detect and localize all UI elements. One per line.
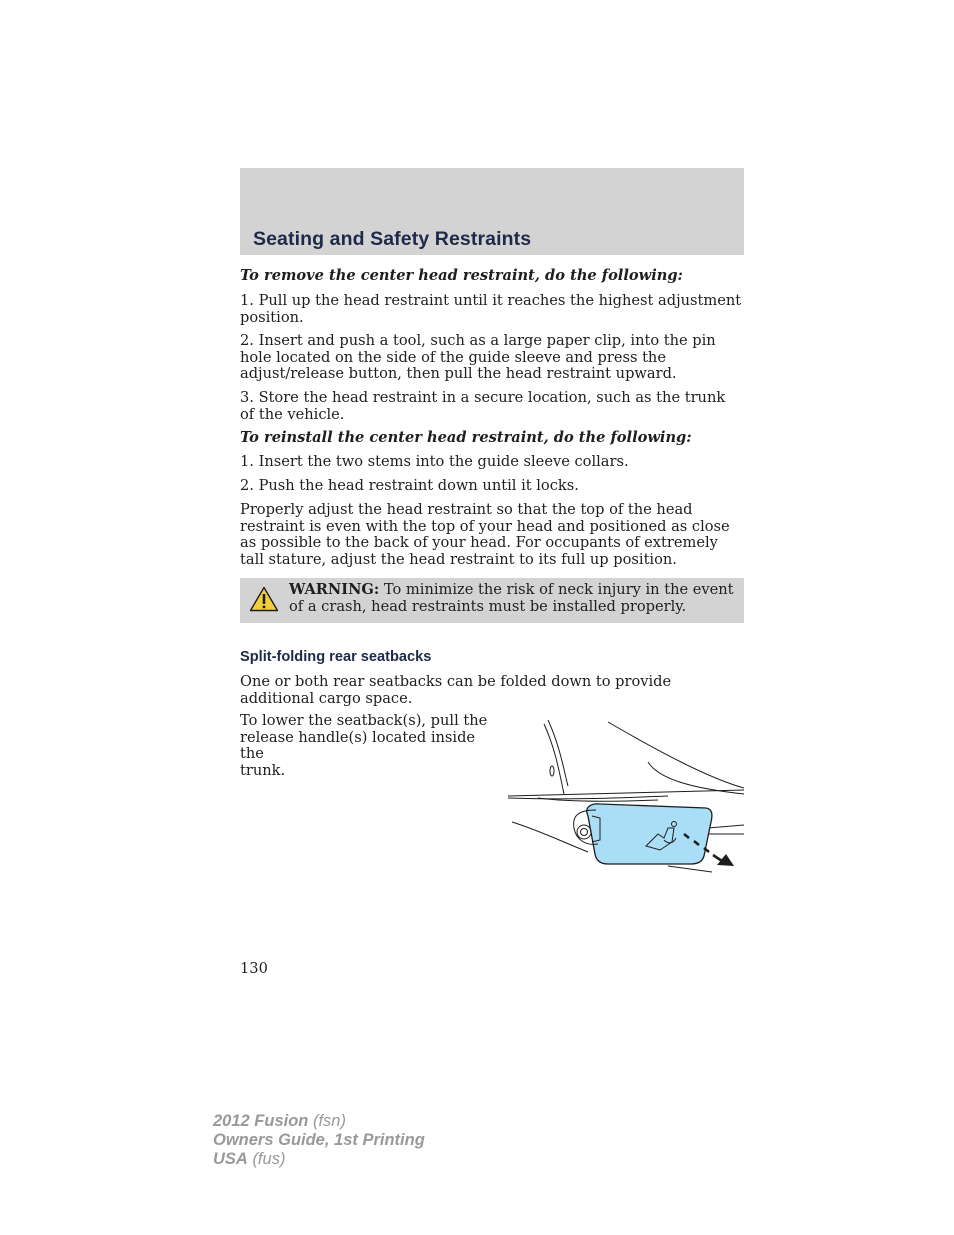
seatbacks-heading: Split-folding rear seatbacks [240,649,432,665]
reinstall-step-2: 2. Push the head restraint down until it locks. [240,477,579,494]
release-handle-illustration [508,716,744,874]
remove-step-1: 1. Pull up the head restraint until it reaches the highest adjustment position. [240,292,742,326]
warning-triangle-icon [249,586,279,612]
reinstall-step-1: 1. Insert the two stems into the guide sleeve collars. [240,453,629,470]
footer-line-2 [213,1131,425,1150]
remove-step-2: 2. Insert and push a tool, such as a large paper clip, into the pin hole located on the side of the guide sleeve and press the adjust/release button, then pull the head restraint upward. [240,332,716,383]
remove-heading: To remove the center head restraint, do the following: [240,267,683,284]
instruction-line-2: release handle(s) located inside the [240,728,476,763]
section-header [240,168,744,255]
footer-model-code: (fsn) [312,1112,346,1130]
remove-step-3: 3. Store the head restraint in a secure location, such as the trunk of the vehicle. [240,389,726,423]
footer-region: USA [213,1150,248,1168]
footer-guide: Owners Guide, 1st Printing [213,1131,425,1149]
instruction-line-1: To lower the seatback(s), pull the [240,712,488,729]
seatbacks-instruction [240,713,495,779]
reinstall-note: Properly adjust the head restraint so that the top of the head restraint is even with the top of your head and positioned as close as possible to the back of your head. For occupants of extremely tall stature, adjust the head restraint to its full up position. [240,501,730,568]
warning-message: To minimize the risk of neck injury in the event of a crash, head restraints must be installed properly. [289,581,734,615]
warning-box [240,578,744,623]
section-title: Seating and Safety Restraints [253,228,532,250]
footer-model: 2012 Fusion [213,1112,309,1130]
page-number: 130 [240,960,268,977]
warning-label: WARNING: [289,581,380,598]
footer-region-code: (fus) [252,1150,286,1168]
seatbacks-intro: One or both rear seatbacks can be folded down to provide additional cargo space. [240,673,672,707]
instruction-line-3: trunk. [240,761,286,779]
footer-line-1 [213,1112,425,1131]
footer [213,1112,425,1169]
reinstall-heading: To reinstall the center head restraint, do the following: [240,429,692,446]
warning-text [289,582,736,615]
footer-line-3 [213,1150,425,1169]
